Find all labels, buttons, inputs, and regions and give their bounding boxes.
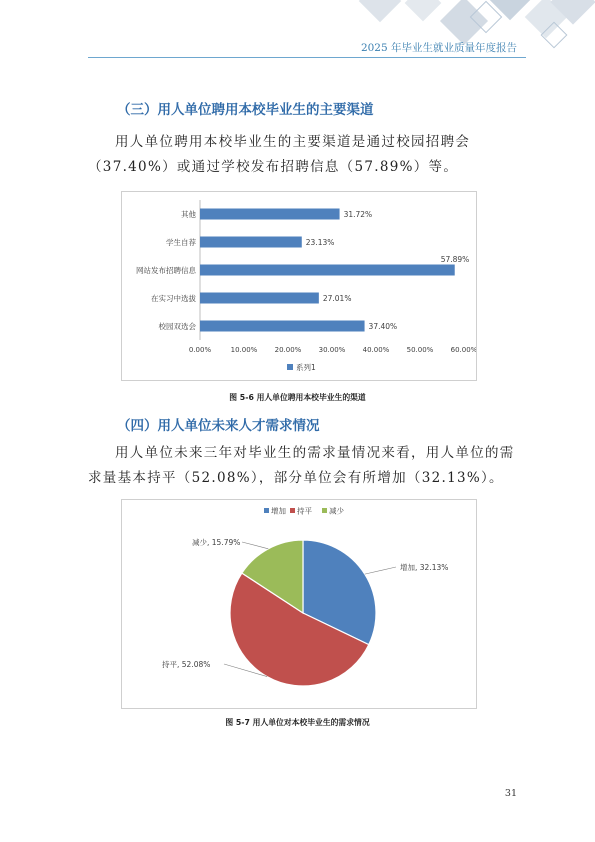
- bar-tick-label: 60.00%: [450, 346, 476, 354]
- bar-tick-label: 30.00%: [318, 346, 346, 354]
- bar-category-label: 网站发布招聘信息: [136, 266, 196, 275]
- pie-leader-line: [365, 567, 396, 574]
- section-heading-channels: （三）用人单位聘用本校毕业生的主要渠道: [117, 102, 374, 118]
- page-number: 31: [504, 788, 517, 799]
- pie-legend-label: 增加: [271, 506, 286, 516]
- running-header: 2025 年毕业生就业质量年度报告: [360, 42, 517, 54]
- bar: [200, 265, 455, 276]
- bar-tick-label: 20.00%: [274, 346, 302, 354]
- bar-tick-label: 0.00%: [188, 346, 212, 354]
- bar-tick-label: 10.00%: [230, 346, 258, 354]
- bar: [200, 321, 365, 332]
- paragraph-demand: [88, 441, 520, 491]
- demand-pie-chart: [122, 500, 476, 708]
- bar-value-label: 23.13%: [305, 238, 335, 247]
- bar: [200, 293, 319, 304]
- bar-tick-label: 40.00%: [362, 346, 390, 354]
- channel-bar-chart: [122, 192, 476, 380]
- pie-data-label: 增加, 32.13%: [400, 563, 449, 572]
- bar-value-label: 57.89%: [440, 255, 470, 264]
- figure-caption-5-7: 图 5-7 用人单位对本校毕业生的需求情况: [225, 718, 370, 727]
- section-heading-demand: （四）用人单位未来人才需求情况: [117, 418, 320, 434]
- bar-category-label: 校园双选会: [158, 322, 196, 331]
- figure-caption-5-6: 图 5-6 用人单位聘用本校毕业生的渠道: [229, 393, 366, 402]
- bar-chart-box: [121, 191, 477, 381]
- bar-value-label: 31.72%: [343, 210, 373, 219]
- pie-chart-box: [121, 499, 477, 709]
- bar-value-label: 27.01%: [322, 294, 352, 303]
- pie-legend-label: 减少: [329, 506, 344, 516]
- pie-legend-swatch: [264, 508, 269, 513]
- pie-data-label: 持平, 52.08%: [162, 660, 211, 669]
- pie-data-label: 减少, 15.79%: [192, 538, 241, 547]
- bar-tick-label: 50.00%: [406, 346, 434, 354]
- pie-legend-label: 持平: [297, 506, 312, 516]
- bar-value-label: 37.40%: [368, 322, 398, 331]
- paragraph-channels: [88, 130, 520, 180]
- legend-swatch: [287, 364, 293, 370]
- paragraph-channels-text: 用人单位聘用本校毕业生的主要渠道是通过校园招聘会（37.40%）或通过学校发布招聘信息（57.89%）等。: [88, 134, 471, 175]
- bar-category-label: 在实习中选拔: [151, 294, 196, 303]
- legend-label: 系列1: [296, 363, 316, 372]
- bar-category-label: 学生自荐: [166, 238, 196, 247]
- header-rule: [88, 57, 526, 58]
- pie-leader-line: [242, 542, 268, 549]
- bar: [200, 209, 340, 220]
- paragraph-demand-text: 用人单位未来三年对毕业生的需求量情况来看，用人单位的需求量基本持平（52.08%），部分单位会有所增加（32.13%）。: [88, 445, 515, 486]
- pie-legend-swatch: [322, 508, 327, 513]
- bar: [200, 237, 302, 248]
- pie-legend-swatch: [290, 508, 295, 513]
- bar-category-label: 其他: [181, 210, 196, 219]
